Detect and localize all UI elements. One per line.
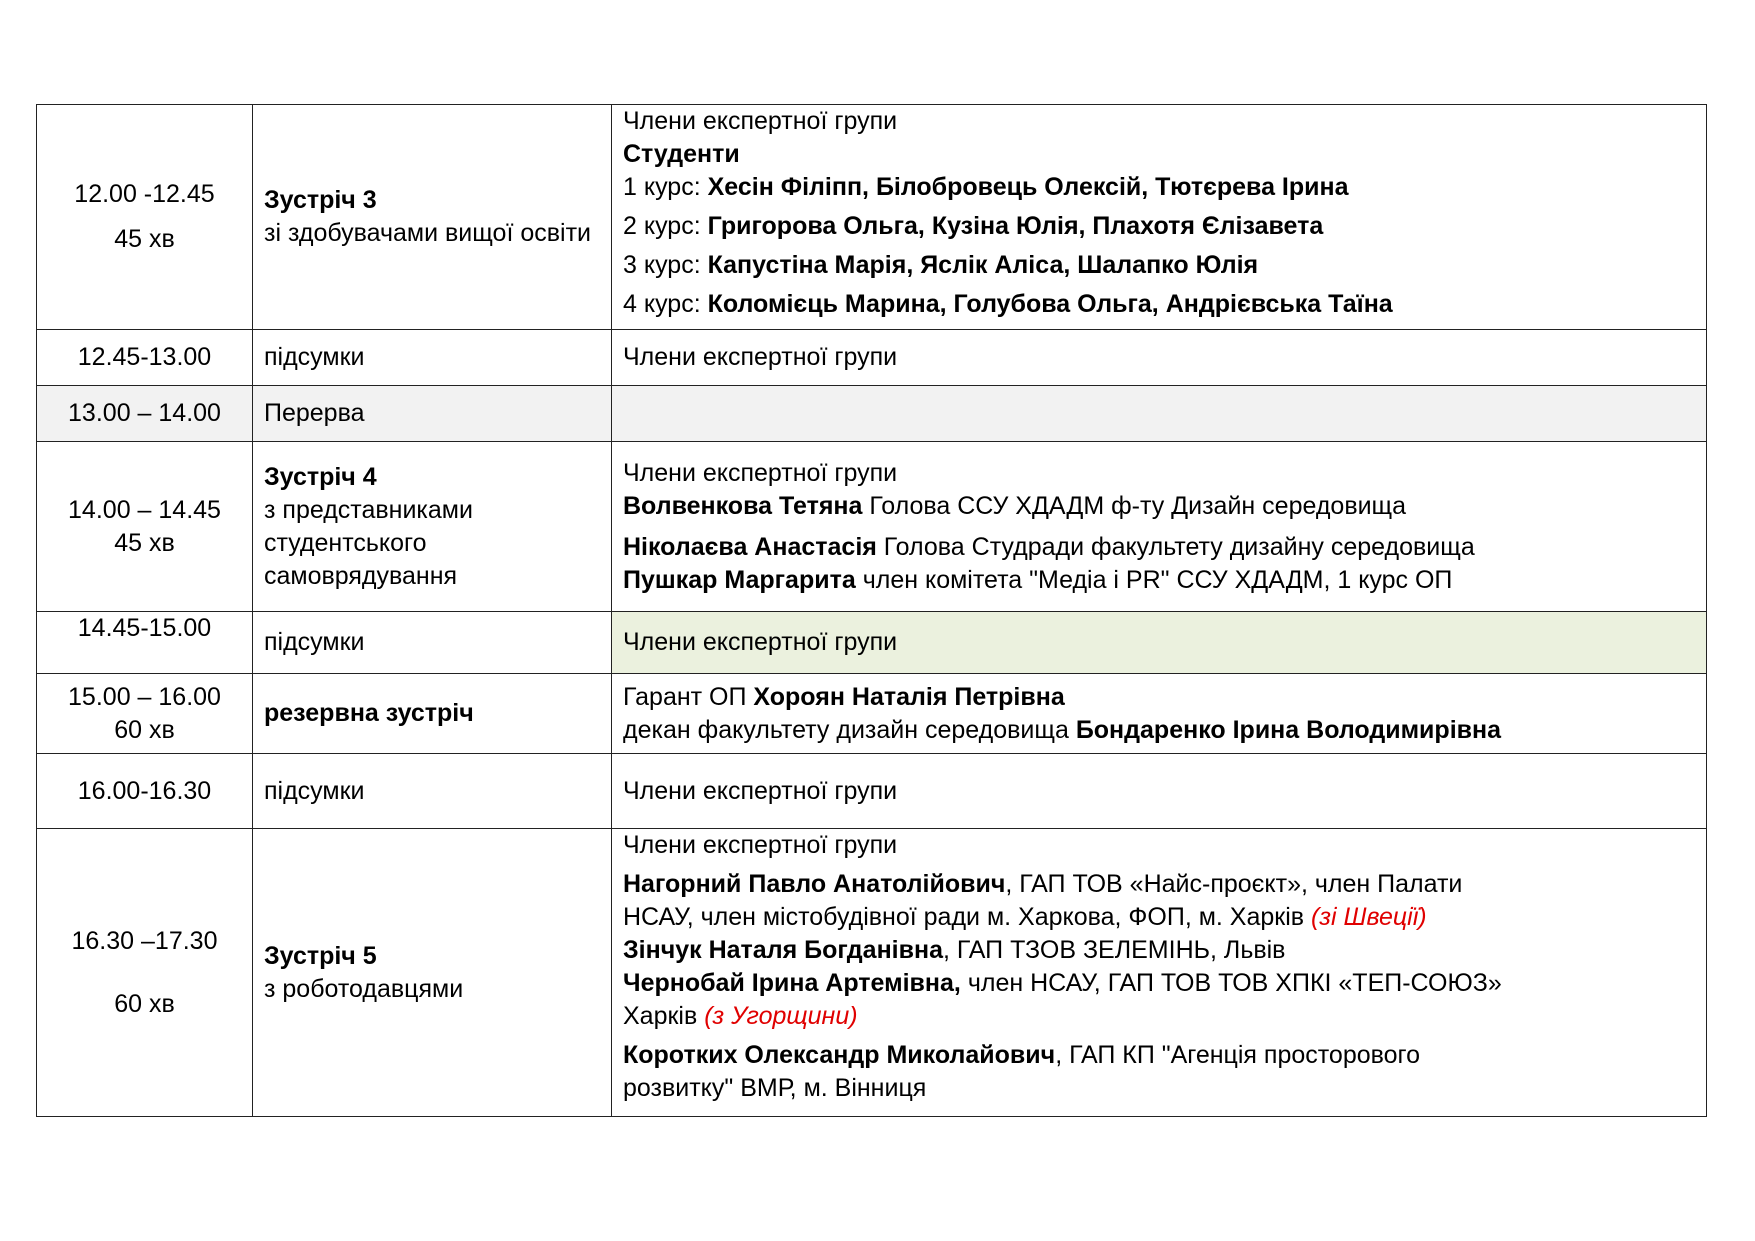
person-name: Бондаренко Ірина Володимирівна	[1075, 715, 1502, 744]
schedule-table	[36, 104, 1707, 1117]
event-cell: підсумки	[253, 612, 612, 674]
participants-cell: Члени експертної групи	[612, 612, 1707, 674]
participants-head: Члени експертної групи	[623, 831, 898, 859]
time-range: 12.00 -12.45	[74, 180, 215, 208]
person-info: НСАУ, член містобудівної ради м. Харкова, ФОП, м. Харків	[623, 903, 1312, 931]
participants-cell: Члени експертної групи	[612, 330, 1707, 386]
course-line	[623, 210, 1695, 243]
event-subtitle: з роботодавцями	[264, 974, 464, 1003]
event-title: Зустріч 3	[264, 186, 377, 214]
employer-line-cont	[623, 901, 1695, 934]
participants-cell	[612, 829, 1707, 1117]
time-cell: 13.00 – 14.00	[37, 386, 253, 442]
duration: 45 хв	[114, 225, 175, 253]
table-row	[37, 330, 1707, 386]
employer-line	[623, 868, 1695, 901]
time-cell	[37, 105, 253, 330]
event-subtitle: зі здобувачами вищої освіти	[264, 219, 592, 247]
course-line	[623, 288, 1695, 321]
table-row	[37, 442, 1707, 612]
table-row	[37, 674, 1707, 754]
person-role: член комітета "Медіа і PR" ССУ ХДАДМ, 1 курс ОП	[855, 565, 1453, 594]
person-role: Голова ССУ ХДАДМ ф-ту Дизайн середовища	[862, 491, 1407, 520]
guarantor-line	[623, 681, 1695, 714]
course-names: Хесін Філіпп, Білобровець Олексій, Тютєрева Ірина	[707, 173, 1349, 201]
person-info: Харків	[623, 1002, 705, 1030]
person-info: розвитку" ВМР, м. Вінниця	[623, 1074, 927, 1102]
course-label: 1 курс:	[623, 173, 701, 201]
course-label: 2 курс:	[623, 212, 701, 240]
students-label: Студенти	[623, 140, 740, 168]
location-note: (з Угорщини)	[704, 1002, 858, 1030]
event-subtitle: з представниками студентського самоврядування	[264, 495, 473, 590]
person-name: Хороян Наталія Петрівна	[753, 682, 1065, 711]
person-info: , ГАП ТЗОВ ЗЕЛЕМІНЬ, Львів	[943, 936, 1286, 964]
participants-cell	[612, 386, 1707, 442]
table-row	[37, 612, 1707, 674]
person-info: , ГАП ТОВ «Найс-проєкт», член Палати	[1005, 870, 1463, 898]
dean-line	[623, 714, 1695, 747]
table-row	[37, 829, 1707, 1117]
event-cell: Перерва	[253, 386, 612, 442]
time-range: 16.30 –17.30	[71, 926, 218, 955]
event-cell: резервна зустріч	[253, 674, 612, 754]
event-cell	[253, 442, 612, 612]
role-text: декан факультету дизайн середовища	[623, 715, 1076, 744]
course-label: 3 курс:	[623, 251, 701, 279]
table-row-break	[37, 386, 1707, 442]
employer-line	[623, 1039, 1695, 1072]
event-cell: підсумки	[253, 754, 612, 829]
table-row	[37, 105, 1707, 330]
person-line	[623, 531, 1695, 564]
person-line	[623, 564, 1695, 597]
event-cell: підсумки	[253, 330, 612, 386]
person-info: , ГАП КП "Агенція просторового	[1055, 1041, 1421, 1069]
course-names: Григорова Ольга, Кузіна Юлія, Плахотя Єлізавета	[707, 212, 1324, 240]
employer-line	[623, 934, 1695, 967]
participants-cell: Члени експертної групи	[612, 754, 1707, 829]
participants-head: Члени експертної групи	[623, 107, 898, 135]
employer-line-cont	[623, 1072, 1695, 1105]
person-name: Зінчук Наталя Богданівна	[623, 936, 943, 964]
employer-line	[623, 967, 1695, 1000]
course-names: Капустіна Марія, Яслік Аліса, Шалапко Юлія	[707, 251, 1259, 279]
time-range: 15.00 – 16.00	[68, 682, 221, 711]
time-range: 14.00 – 14.45	[68, 495, 221, 524]
event-title: Зустріч 4	[264, 462, 377, 491]
time-cell	[37, 829, 253, 1117]
course-line	[623, 171, 1695, 204]
person-role: Голова Студради факультету дизайну середовища	[876, 532, 1475, 561]
person-name: Волвенкова Тетяна	[623, 491, 863, 520]
event-title: Зустріч 5	[264, 941, 377, 970]
person-line	[623, 490, 1695, 523]
table-row	[37, 754, 1707, 829]
person-info: член НСАУ, ГАП ТОВ ТОВ ХПКІ «ТЕП-СОЮЗ»	[960, 969, 1502, 997]
employer-line-cont	[623, 1000, 1695, 1033]
participants-cell	[612, 674, 1707, 754]
event-cell	[253, 105, 612, 330]
participants-cell	[612, 105, 1707, 330]
time-cell	[37, 674, 253, 754]
course-names: Коломієць Марина, Голубова Ольга, Андрієвська Таїна	[707, 290, 1393, 318]
duration: 60 хв	[114, 989, 175, 1018]
person-name: Нагорний Павло Анатолійович	[623, 870, 1006, 898]
time-cell: 16.00-16.30	[37, 754, 253, 829]
time-cell: 12.45-13.00	[37, 330, 253, 386]
time-cell	[37, 442, 253, 612]
duration: 45 хв	[114, 528, 175, 557]
time-cell: 14.45-15.00	[37, 612, 253, 674]
participants-cell	[612, 442, 1707, 612]
course-label: 4 курс:	[623, 290, 701, 318]
event-cell	[253, 829, 612, 1117]
person-name: Пушкар Маргарита	[623, 565, 856, 594]
duration: 60 хв	[114, 715, 175, 744]
course-line	[623, 249, 1695, 282]
role-text: Гарант ОП	[623, 682, 754, 711]
person-name: Коротких Олександр Миколайович	[623, 1041, 1056, 1069]
location-note: (зі Швеції)	[1311, 903, 1427, 931]
person-name: Ніколаєва Анастасія	[623, 532, 877, 561]
person-name: Чернобай Ірина Артемівна,	[623, 969, 961, 997]
participants-head: Члени експертної групи	[623, 458, 898, 487]
